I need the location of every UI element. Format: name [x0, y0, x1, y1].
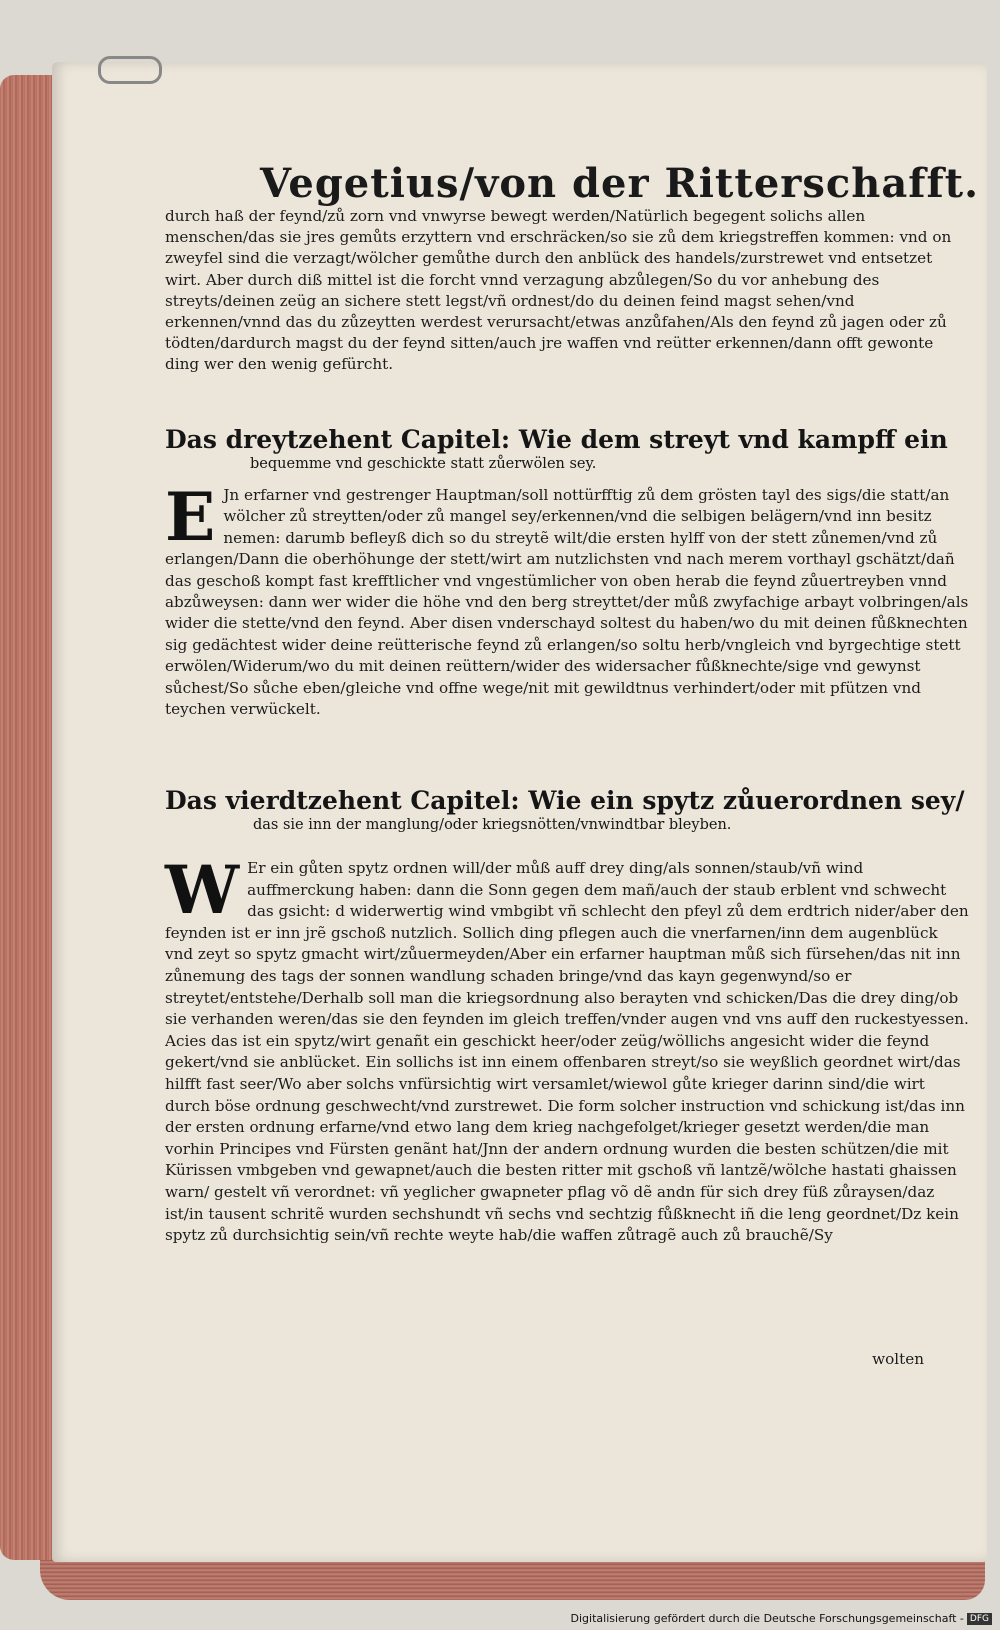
chapter-13-heading: [165, 425, 970, 472]
running-head: Vegetius/von der Ritterschafft.: [260, 160, 980, 207]
paragraph-1: durch haß der feynd/zů zorn vnd vnwyrse bewegt werden/Natürlich begegent solichs allen menschen/das sie jres gemůts erzyttern vnd erschräcken/so sie zů dem kriegstreffen kommen: vnd on zweyfel sind die verzagt/wölcher gemůthe durch den anblück des handels/zurstrewet vnd entsetzet wirt. Aber durch diß mittel ist die forcht vnnd verzagung abzůlegen/So du vor anhebung des streyts/deinen zeüg an sichere stett legst/vñ ordnest/do du deinen feind magst sehen/vnd erkennen/vnnd das du zůzeytten werdest verursacht/etwas anzůfahen/Als den feynd zů jagen oder zů tödten/dardurch magst du der feynd sitten/auch jre waffen vnd reütter erkennen/dann offt gewonte ding wer den wenig gefürcht.: [165, 207, 952, 374]
chapter-13-initial: E: [165, 478, 216, 556]
book-bottom-edge: [40, 1560, 985, 1600]
chapter-13-subtitle: bequemme vnd geschickte statt zůerwölen sey.: [250, 456, 597, 472]
digitization-footer: [571, 1612, 992, 1625]
chapter-14-title: Das vierdtzehent Capitel: Wie ein spytz zůuerordnen sey/: [165, 786, 965, 815]
chapter-14-text: Er ein gůten spytz ordnen will/der můß auff drey ding/als sonnen/staub/vñ wind auffmerckung haben: dann die Sonn gegen dem mañ/auch der staub erblent vnd schwecht das gsicht: d widerwertig wind vmbgibt vñ schlecht den pfeyl zů dem erdtrich nider/aber den feynden ist er inn jrẽ gschoß nutzlich. Sollich ding pflegen auch die vnerfarnen/inn dem augenblück vnd zeyt so spytz gmacht wirt/zůuermeyden/Aber ein erfarner hauptman můß sich fürsehen/das nit inn zůnemung des tags der sonnen wandlung schaden bringe/vnd das kayn gegenwynd/so er streytet/entstehe/Derhalb soll man die kriegsordnung also berayten vnd schicken/Das die drey ding/ob sie verhanden weren/das sie den feynden im gleich treffen/vnder augen vnd vns auff den ruckestyessen. Acies das ist ein spytz/wirt genañt ein geschickt heer/oder zeüg/wöllichs angesicht wider die feynd gekert/vnd sie anblücket. Ein sollichs ist inn einem offenbaren streyt/so sie weyßlich geordnet wirt/das hilfft fast seer/Wo aber solchs vnfürsichtig wirt versamlet/wiewol gůte krieger darinn sind/die wirt durch böse ordnung geschwecht/vnd zurstrewet. Die form solcher instruction vnd schickung ist/das inn der ersten ordnung erfarne/vnd etwo lang dem krieg nachgefolget/krieger gesetzt werden/die man vorhin Principes vnd Fürsten genãnt hat/Jnn der andern ordnung wurden die besten schützen/die mit Kürissen vmbgeben vnd gewapnet/auch die besten ritter mit gschoß vñ lantzẽ/wölche hastati ghaissen warn/ gestelt vñ verordnet: vñ yeglicher gwapneter pflag võ dẽ andn für sich drey füß zůraysen/daz ist/in tausent schritẽ wurden sechshundt vñ sechs vnd sechtzig fůßknecht iñ die leng geordnet/Dz kein spytz zů durchsichtig sein/vñ rechte weyte hab/die waffen zůtragẽ auch zů brauchẽ/Sy: [165, 859, 969, 1245]
catchword: wolten: [872, 1350, 924, 1368]
chapter-13-text: Jn erfarner vnd gestrenger Hauptman/soll nottürfftig zů dem grösten tayl des sigs/die statt/an wölcher zů streytten/oder zů mangel sey/erkennen/vnd die selbigen belägern/vnd inn besitz nemen: darumb befleyß dich so du streytẽ wilt/die ersten hylff von der stett zůnemen/vnd zů erlangen/Dann die oberhöhunge der stett/wirt am nutzlichsten vnd nach merem vorthayl gschätzt/dañ das geschoß kompt fast krefftlicher vnd vngestümlicher von oben herab die feynd zůuertreyben vnnd abzůweysen: dann wer wider die höhe vnd den berg streyttet/der můß zwyfachige arbayt volbringen/als wider die stette/vnd den feynd. Aber disen vnderschayd soltest du haben/wo du mit deinen fůßknechten sig gedächtest wider deine reütterische feynd zů erlangen/so soltu herb/vngleich vnd byrgechtige stett erwölen/Widerum/wo du mit deinen reüttern/wider des widersacher fůßknechte/sige vnd gewynst sůchest/So sůche eben/gleiche vnd offne wege/nit mit gewildtnus verhindert/oder mit pfützen vnd teychen verwückelt.: [165, 486, 969, 719]
chapter-13-title: Das dreytzehent Capitel: Wie dem streyt vnd kampff ein: [165, 425, 948, 454]
footer-text: Digitalisierung gefördert durch die Deutsche Forschungsgemeinschaft -: [570, 1612, 964, 1625]
dfg-logo: DFG: [967, 1613, 992, 1625]
chapter-13-body: [165, 478, 970, 720]
chapter-14-body: [165, 851, 970, 1247]
chapter-14-subtitle: das sie inn der manglung/oder kriegsnötten/vnwindtbar bleyben.: [253, 817, 732, 833]
chapter-14-initial: W: [165, 851, 240, 929]
page-clip: [98, 56, 162, 84]
chapter-14-heading: [165, 786, 970, 833]
